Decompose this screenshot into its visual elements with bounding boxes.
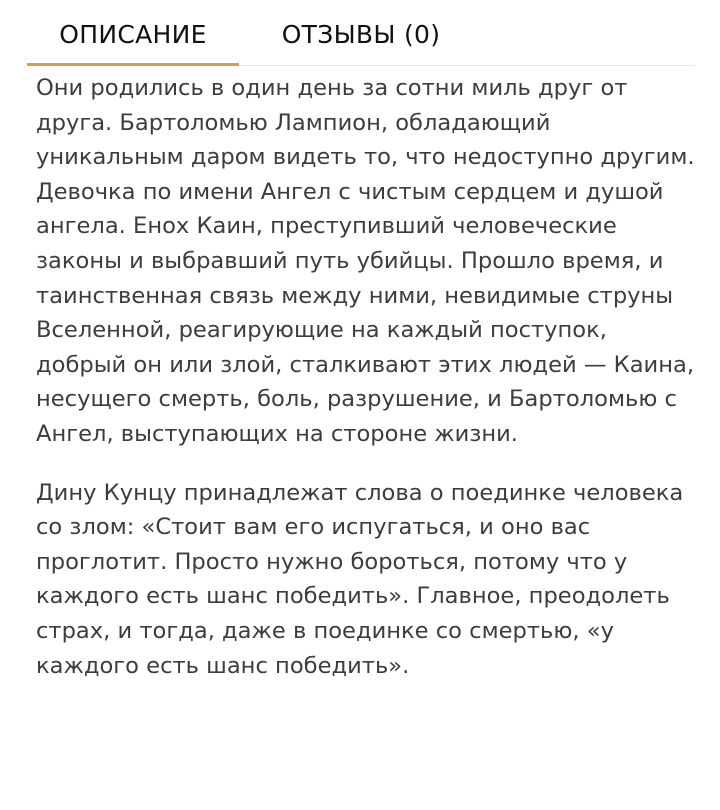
description-paragraph: Они родились в один день за сотни миль друг от друга. Бартоломью Лампион, обладающий уникальным даром видеть то, что недоступно другим. Девочка по имени Ангел с чистым сердцем и душой ангела. Енох Каин, преступивший человеческие законы и выбравший путь убийцы. Прошло время, и таинственная связь между ними, невидимые струны Вселенной, реагирующие на каждый поступок, добрый он или злой, сталкивают этих людей — Каина, несущего смерть, боль, разрушение, и Бартоломью с Ангел, выступающих на стороне жизни. <box>36 75 695 447</box>
product-tabs <box>27 0 695 66</box>
description-paragraph: Дину Кунцу принадлежат слова о поединке человека со злом: «Стоит вам его испугаться, и оно вас проглотит. Просто нужно бороться, потому что у каждого есть шанс победить». Главное, преодолеть страх, и тогда, даже в поединке со смертью, «у каждого есть шанс победить». <box>36 479 684 679</box>
description-panel <box>36 71 704 683</box>
tab-reviews[interactable]: ОТЗЫВЫ (0) <box>281 20 441 49</box>
tab-description[interactable]: ОПИСАНИЕ <box>27 0 239 65</box>
